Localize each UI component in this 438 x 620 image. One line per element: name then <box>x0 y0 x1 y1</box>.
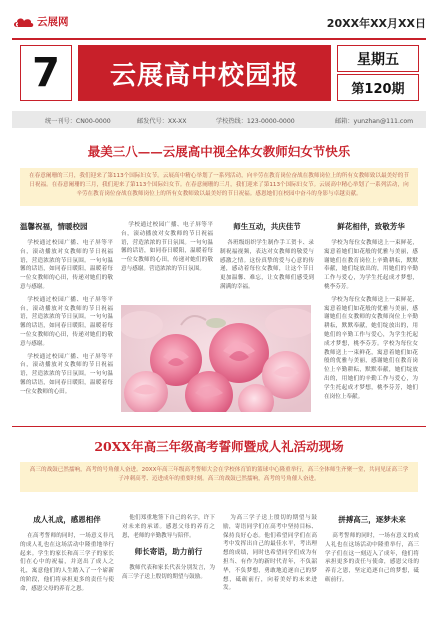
col-title: 师长寄语，助力前行 <box>134 547 203 557</box>
section-divider <box>12 426 426 427</box>
email[interactable]: 邮箱：yunzhan@111.com <box>335 118 414 125</box>
col-title: 鲜花相伴，致敬芳华 <box>337 222 405 231</box>
paragraph: 教师代表和家长代表分别发言，为高三学子送上殷切的期望与鼓励。 <box>122 565 215 581</box>
paragraph: 各班级组织学生制作手工贺卡、录制祝福视频，表达对女教师的敬爱与感激之情。这份真挚的爱与心意的传递，感动着每位女教师，让这个节日更加温馨、难忘，让女教师们感受到满满的幸福。 <box>220 240 314 290</box>
paragraph: 学校通过校园广播、电子屏等平台，滚动播放对女教师的节日祝福语，营造浓浓的节日氛围。一句句温馨的话语，如同春日暖阳，温暖着每一位女教师的心田，传递对她们的敬意与感谢。 <box>20 240 113 290</box>
paragraph: 学校通过校园广播、电子屏等平台，滚动播放对女教师的节日祝福语，营造浓浓的节日氛围。一句句温馨的话语，如同春日暖阳，温暖着每一位女教师的心田，传递对她们的敬意与感谢。 <box>20 296 113 347</box>
article1-col4 <box>324 221 418 421</box>
col-title: 师生互动，共庆佳节 <box>233 222 301 231</box>
article1-col3 <box>220 221 314 303</box>
logo-cloud-icon <box>12 15 34 29</box>
postal-code: 邮发代号：XX-XX <box>137 118 187 125</box>
paragraph: 学校为每位女教师送上一束鲜花，寓意着她们如花般的优雅与美丽，感谢她们在教育岗位上辛勤耕耘，默默奉献，她们绽放出的，用她们的辛勤工作与爱心，为学生托起成才梦想，桃李芬芳。 <box>324 240 418 290</box>
article2-headline: 20XX年高三年级高考誓师暨成人礼活动现场 <box>94 439 344 454</box>
brand-name: 云展网 <box>37 16 69 28</box>
paragraph: 学校通过校园广播、电子屏等平台，滚动播放对女教师的节日祝福语，营造浓浓的节日氛围。一句句温馨的话语，如同春日暖阳，温暖着每一位女教师的心田，传递对她们的敬意与感谢。营造浓浓的节日氛围。 <box>121 222 213 272</box>
article1-headline: 最美三八——云展高中视全体女教师妇女节快乐 <box>87 144 351 159</box>
issue-box: 第120期 <box>337 74 419 101</box>
article1-col2 <box>121 221 213 301</box>
article2-col1 <box>20 514 114 614</box>
article2-intro: 高三的战鼓已然擂响，高考的号角催人奋进。20XX年高三年级高考誓师大会在学校体育馆的篮球中心隆重举行，高三全体师生齐聚一堂，共同见证高三学子冲刺高考、迈进成年的重要时刻。高三的战鼓已然擂响，高考的号角催人奋进。 <box>20 462 418 492</box>
school-hotline: 学校热线：123-0000-0000 <box>216 118 295 125</box>
paragraph: 在高考誓师的同时，一场意义非凡的成人礼也在这场活动中隆重地举行起来。学生的家长和高三学子的家长们在心中的祝福，并送出了成人之礼，寓意他们的人生踏入了一个崭新的阶段，他们将承担更多的责任与使命，感恩父母的养育之恩。 <box>20 533 114 592</box>
masthead-banner <box>78 45 331 101</box>
roses-photo <box>121 305 311 412</box>
paragraph: 为高三学子送上殷切的期望与鼓励，寄语同学们在高考中坚持目标、保持良好心态。他们希望同学们在高考中发挥出自己的最佳水平，考出理想的成绩，同时也希望同学们成为有担当、有作为的新时代青年，不负韶华，不负梦想，勇敢地追逐自己的梦想，砥砺前行，向着美好的未来进发。 <box>223 515 317 592</box>
paragraph: 他们郑重地签下自己的名字，许下对未来的承诺。感恩父母的养育之恩，老师的辛勤教导与陪伴。 <box>122 515 215 539</box>
paragraph: 高考誓师的同时，一场有意义的成人礼也在这场活动中隆重举行，高三学子们在这一刻迈入了成年，他们将承担更多的责任与使命，感恩父母的养育之恩，坚定追逐自己的梦想，砥砺前行。 <box>325 533 419 583</box>
newspaper-title: 云展高中校园报 <box>109 60 299 91</box>
masthead-rule <box>12 38 426 40</box>
col-title: 温馨祝福，情暖校园 <box>20 222 88 231</box>
paragraph: 学校通过校园广播、电子屏等平台，滚动播放对女教师的节日祝福语，营造浓浓的节日氛围。一句句温馨的话语，如同春日暖阳，温暖着每一位女教师的心田。 <box>20 353 113 395</box>
article2-col4 <box>325 514 419 614</box>
top-bar <box>12 14 426 34</box>
paragraph: 学校为每位女教师送上一束鲜花，寓意着她们如花般的优雅与美丽，感谢她们在女教师的女教师岗位上辛勤耕耘，默默奉献，她们绽放出的，用她们的辛勤工作与爱心，为学生托起成才梦想，桃李芬芳。学校为每位女教师送上一束鲜花，寓意着她们如花般的优雅与美丽，感谢她们在教育岗位上辛勤耕耘，默默奉献，她们绽放出的，用她们的辛勤工作与爱心，为学生托起成才梦想，桃李芬芳，她们在岗位上奉献。 <box>324 296 418 400</box>
serial-number: 统一刊号：CN00-0000 <box>45 118 111 125</box>
article2-col2 <box>122 514 215 614</box>
col-title: 拼搏高三，逐梦未来 <box>338 515 406 524</box>
page-number: 7 <box>20 45 72 101</box>
col-title: 成人礼成，感恩相伴 <box>33 515 101 524</box>
weekday-box: 星期五 <box>337 45 419 72</box>
info-strip <box>12 111 426 128</box>
brand-logo[interactable] <box>12 14 69 29</box>
article1-intro: 在春意阑珊的三月，我们迎来了第113个国际妇女节。云展高中精心举划了一系列活动，向辛劳在教育岗位奋战在教师岗位上的所有女教师致以最美好的节日祝福。在春意阑珊的三月，我们迎来了第113个国际妇女节。在春意阑珊的三月，我们迎来了第113个国际妇女节。云展高中精心举划了一系列活动，向辛劳在教育岗位奋战在教师岗位上的所有女教师致以最美好的节日祝福。感恩她们在校园中奋斗的身影与卓越贡献。 <box>20 168 418 206</box>
top-date: 20XX年XX月XX日 <box>326 17 426 30</box>
article2-col3 <box>223 514 317 614</box>
roses-photo-image <box>121 305 311 412</box>
article1-col1 <box>20 221 113 421</box>
